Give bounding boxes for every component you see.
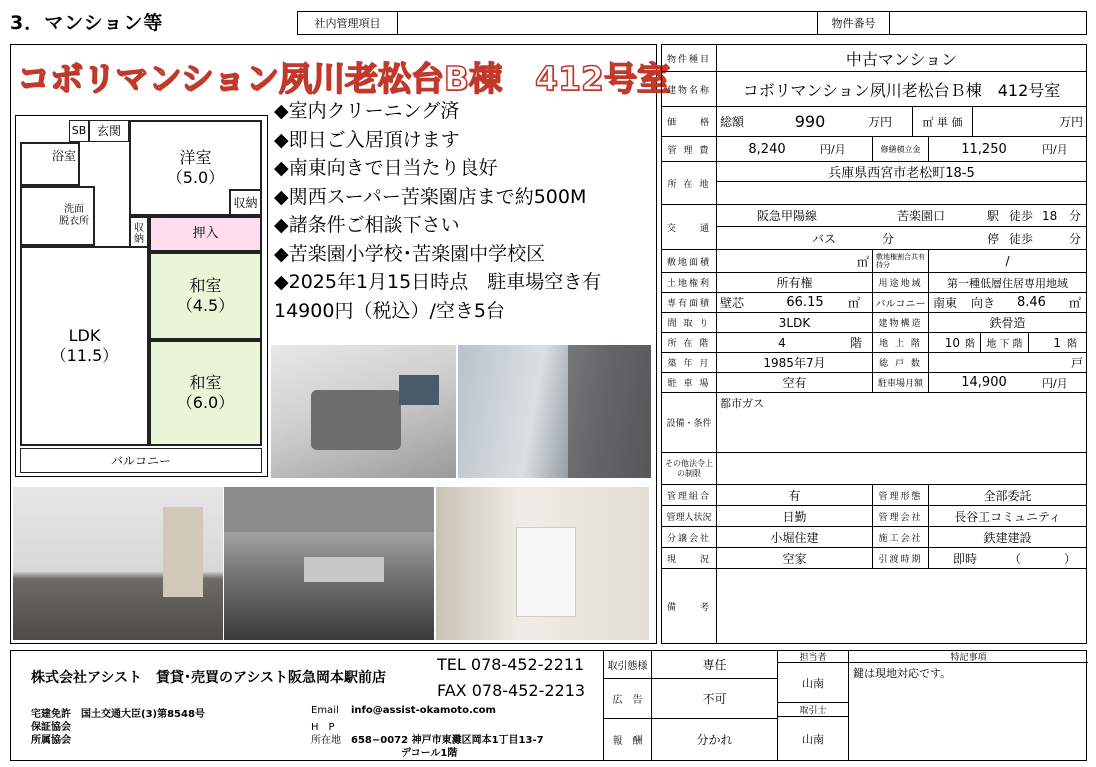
manager-label: 管理人状況 [662, 506, 717, 526]
feature-item: ◆2025年1月15日時点 駐車場空き有 [274, 271, 602, 293]
structure-label: 建物構造 [873, 313, 929, 332]
fee-value: 分かれ [652, 719, 778, 760]
feature-item: ◆関西スーパー苦楽園店まで約500M [274, 185, 587, 208]
status-value: 空家 [717, 548, 873, 568]
agent-label: 取引士 [778, 703, 849, 717]
balcony-area: 8.46 [1017, 295, 1046, 310]
addr-value: 658−0072 神戸市東灘区岡本1丁目13-7 [351, 735, 544, 746]
mgmt-union-value: 有 [717, 485, 873, 505]
mgmt-form-label: 管理形態 [873, 485, 929, 505]
handover-paren-open: （ [1009, 551, 1022, 566]
handover-paren-close: ） [1064, 551, 1077, 566]
internal-mgmt-value [398, 12, 818, 34]
repair-label: 修繕積立金 [873, 137, 929, 161]
special-label: 特記事項 [849, 651, 1088, 663]
handover-label: 引渡時期 [873, 548, 929, 568]
fp-washitsu-2 [149, 340, 262, 446]
row-land-right [662, 273, 1086, 293]
feature-item: ◆諸条件ご相談下さい [274, 214, 460, 236]
footer [10, 650, 1087, 761]
license-value: 国土交通大臣(3)第8548号 [81, 709, 205, 720]
row-address [662, 162, 1086, 205]
zoning-value: 第一種低層住居専用地域 [947, 276, 1068, 290]
below-value: 1 [1053, 335, 1061, 350]
land-area-label: 敷地面積 [662, 250, 717, 272]
fp-washitsu-2-label: 和室 [189, 373, 222, 392]
row-manager [662, 506, 1086, 527]
email-value[interactable]: info@assist-okamoto.com [351, 705, 496, 716]
address-value: 兵庫県西宮市老松町18-5 [717, 162, 1086, 182]
bldg-value: コボリマンション夙川老松台Ｂ棟 412号室 [742, 80, 1061, 100]
photo-bathroom [271, 345, 456, 478]
bus-min-unit: 分 [882, 231, 895, 246]
person-label: 担当者 [778, 651, 849, 663]
person-value: 山南 [778, 663, 849, 703]
row-layout [662, 313, 1086, 333]
row-transport [662, 205, 1086, 250]
built-value: 1985年7月 [717, 353, 873, 372]
fax: FAX 078-452-2213 [437, 681, 586, 700]
balcony-info [929, 293, 1086, 312]
fp-senmen [20, 186, 95, 246]
row-price [662, 107, 1086, 137]
other-label: その他法令上の制限 [662, 453, 717, 484]
ad-value: 不可 [652, 679, 778, 719]
row-type [662, 45, 1086, 72]
company-name: 株式会社アシスト 賃貸･売買のアシスト阪急岡本駅前店 [31, 670, 387, 686]
floor-label: 所 在 階 [662, 333, 717, 352]
walk-min-unit: 分 [1069, 209, 1082, 223]
fp-washitsu-2-size: （6.0） [176, 393, 235, 412]
row-fees [662, 137, 1086, 162]
ad-label: 広 告 [604, 679, 652, 719]
parking-label: 駐 車 場 [662, 373, 717, 392]
price-total-label: 総額 [720, 115, 745, 129]
property-name-title: コボリマンション夙川老松台B棟 412号室 [17, 59, 670, 98]
bldg-label: 建物名称 [662, 72, 717, 106]
row-floor-area [662, 293, 1086, 313]
transport-line-1 [717, 205, 1086, 227]
photo-balcony [458, 345, 651, 478]
property-no-value [890, 12, 1086, 34]
mgmt-form-value: 全部委託 [983, 488, 1032, 503]
land-right-label: 土地権利 [662, 273, 717, 292]
remarks-value [717, 569, 1086, 643]
land-share-value: / [1005, 254, 1010, 268]
feature-item: 14900円（税込）/空き5台 [274, 299, 505, 322]
manager-value: 日勤 [717, 506, 873, 526]
hp-label: H P [311, 722, 335, 733]
price-value: 990 [794, 112, 826, 131]
internal-mgmt-label: 社内管理項目 [298, 12, 398, 34]
direction: 南東 [933, 296, 958, 310]
zoning-label: 用途地域 [873, 273, 929, 292]
facilities-label: 設備・条件 [662, 393, 717, 452]
land-share-label: 敷地権割合共有持分 [873, 250, 929, 272]
feature-item: ◆苦楽園小学校･苦楽園中学校区 [274, 242, 546, 265]
type-value: 中古マンション [845, 49, 958, 69]
fp-genkan: 玄関 [89, 120, 129, 142]
feature-item: ◆南東向きで日当たり良好 [274, 157, 498, 179]
fp-ldk-label: LDK [68, 326, 101, 345]
fp-ldk-size: （11.5） [50, 346, 119, 365]
fp-oshiire: 押入 [149, 216, 262, 252]
row-facilities [662, 393, 1086, 453]
mgmt-fee-label: 管 理 費 [662, 137, 717, 161]
row-other [662, 453, 1086, 485]
special-value: 鍵は現地対応です。 [853, 667, 952, 680]
section-title: 3．マンション等 [10, 12, 164, 34]
fp-yokushitsu [20, 142, 80, 186]
email-label: Email [311, 705, 339, 716]
address-label: 所 在 地 [662, 162, 717, 204]
below-label: 地 下 階 [981, 333, 1029, 352]
direction-suffix: 向き [971, 296, 996, 310]
row-bldg [662, 72, 1086, 107]
land-right-value: 所有権 [717, 273, 873, 292]
property-no-label: 物件番号 [818, 12, 890, 34]
balcony-label: バルコニー [873, 293, 929, 312]
fp-yoshitsu-size: （5.0） [166, 168, 225, 187]
parking-fee-unit: 円/月 [1042, 376, 1068, 390]
remarks-label: 備 考 [662, 569, 717, 643]
floor-value: 4 [778, 335, 786, 350]
repair-value: 11,250 [961, 141, 1007, 157]
photo-ldk [13, 487, 223, 640]
land-area-unit: ㎡ [717, 250, 873, 272]
stop-label: 停 [987, 231, 1000, 246]
built-label: 築 年 月 [662, 353, 717, 372]
walk2-min-unit: 分 [1069, 231, 1082, 246]
mgmt-co-value: 長谷工コミュニティ [954, 509, 1061, 524]
row-built [662, 353, 1086, 373]
mgmt-union-label: 管理組合 [662, 485, 717, 505]
station-suffix: 駅 [987, 209, 1000, 223]
feature-list [274, 97, 654, 325]
mgmt-fee-unit: 円/月 [817, 137, 873, 161]
units-label: 総 戸 数 [873, 353, 929, 372]
walk2-label: 徒歩 [1009, 231, 1034, 246]
license-label: 宅建免許 [31, 709, 71, 720]
association-label: 所属協会 [31, 735, 71, 746]
balcony-unit: ㎡ [1069, 296, 1082, 310]
status-label: 現 況 [662, 548, 717, 568]
layout-label: 間 取 り [662, 313, 717, 332]
row-land-area [662, 250, 1086, 273]
row-mgmt [662, 485, 1086, 506]
fp-washitsu-1-label: 和室 [189, 276, 222, 295]
fp-washitsu-1-size: （4.5） [176, 296, 235, 315]
feature-item: ◆即日ご入居頂けます [274, 128, 460, 151]
floor-unit: 階 [847, 333, 873, 352]
internal-mgmt-box [297, 11, 1087, 35]
floor-area-value: 66.15 [786, 295, 824, 310]
row-floor [662, 333, 1086, 353]
fp-balcony: バルコニー [20, 448, 262, 473]
seller-value: 小堀住建 [717, 527, 873, 547]
row-parking [662, 373, 1086, 393]
parking-fee-value: 14,900 [961, 375, 1007, 390]
floor-area-unit: ㎡ [845, 293, 873, 312]
line-name: 阪急甲陽線 [757, 209, 818, 223]
photo-washroom [436, 487, 649, 640]
fp-ldk [20, 246, 149, 446]
floor-area-label: 専有面積 [662, 293, 717, 312]
parking-value: 空有 [717, 373, 873, 392]
station-name: 苦楽園口 [897, 209, 946, 223]
fp-washitsu-1 [149, 252, 262, 340]
row-status [662, 548, 1086, 569]
deal-label: 取引態様 [604, 651, 652, 679]
fp-senmen-label: 洗面 脱衣所 [59, 204, 89, 227]
builder-value: 鉄建建設 [983, 530, 1032, 545]
fp-shuno-1: 収納 [229, 189, 262, 216]
mgmt-fee-value: 8,240 [748, 141, 786, 157]
feature-item: ◆室内クリーニング済 [274, 100, 460, 122]
structure-value: 鉄骨造 [989, 316, 1026, 330]
tel: TEL 078-452-2211 [437, 655, 585, 674]
transport-label: 交 通 [662, 205, 717, 249]
fp-sb: SB [69, 120, 89, 142]
repair-unit: 円/月 [1042, 143, 1068, 156]
row-remarks [662, 569, 1086, 643]
fp-shuno-2: 収 納 [129, 216, 149, 252]
above-unit: 階 [963, 333, 981, 352]
handover-value: 即時 [953, 551, 978, 566]
listing-panel [10, 44, 670, 644]
other-value [717, 453, 1086, 484]
mgmt-co-label: 管理会社 [873, 506, 929, 526]
price-label: 価 格 [662, 107, 717, 136]
seller-label: 分譲会社 [662, 527, 717, 547]
addr-value-2: デコール1階 [401, 748, 458, 759]
builder-label: 施工会社 [873, 527, 929, 547]
units-unit: 戸 [1070, 356, 1083, 370]
row-seller [662, 527, 1086, 548]
fee-label: 報 酬 [604, 719, 652, 760]
handover-info [929, 548, 1086, 568]
guarantee-label: 保証協会 [31, 722, 71, 733]
transport-line-2 [717, 227, 1086, 249]
deal-value: 専任 [652, 651, 778, 679]
spec-table [661, 44, 1087, 644]
above-value: 10 [944, 335, 960, 350]
price-unit: 万円 [865, 107, 913, 136]
photo-kitchen [224, 487, 434, 640]
fp-yoshitsu-label: 洋室 [179, 148, 212, 167]
parking-fee-label: 駐車場月額 [873, 373, 929, 392]
type-label: 物件種目 [662, 45, 717, 71]
facilities-value: 都市ガス [720, 397, 764, 410]
above-label: 地 上 階 [873, 333, 929, 352]
tsubo-unit: 万円 [1058, 115, 1083, 129]
walk-min: 18 [1042, 208, 1058, 223]
wall-center-label: 壁芯 [720, 296, 745, 310]
floor-plan [15, 115, 268, 477]
agent-value: 山南 [778, 717, 849, 760]
bus-label: バス [812, 231, 837, 246]
layout-value: 3LDK [717, 313, 873, 332]
tsubo-label: ㎡ 単 価 [913, 107, 973, 136]
addr-label: 所在地 [311, 735, 341, 746]
deal-grid [603, 651, 1087, 760]
walk-label: 徒歩 [1009, 209, 1034, 223]
below-unit: 階 [1067, 339, 1077, 350]
fp-yokushitsu-label: 浴室 [51, 149, 76, 163]
